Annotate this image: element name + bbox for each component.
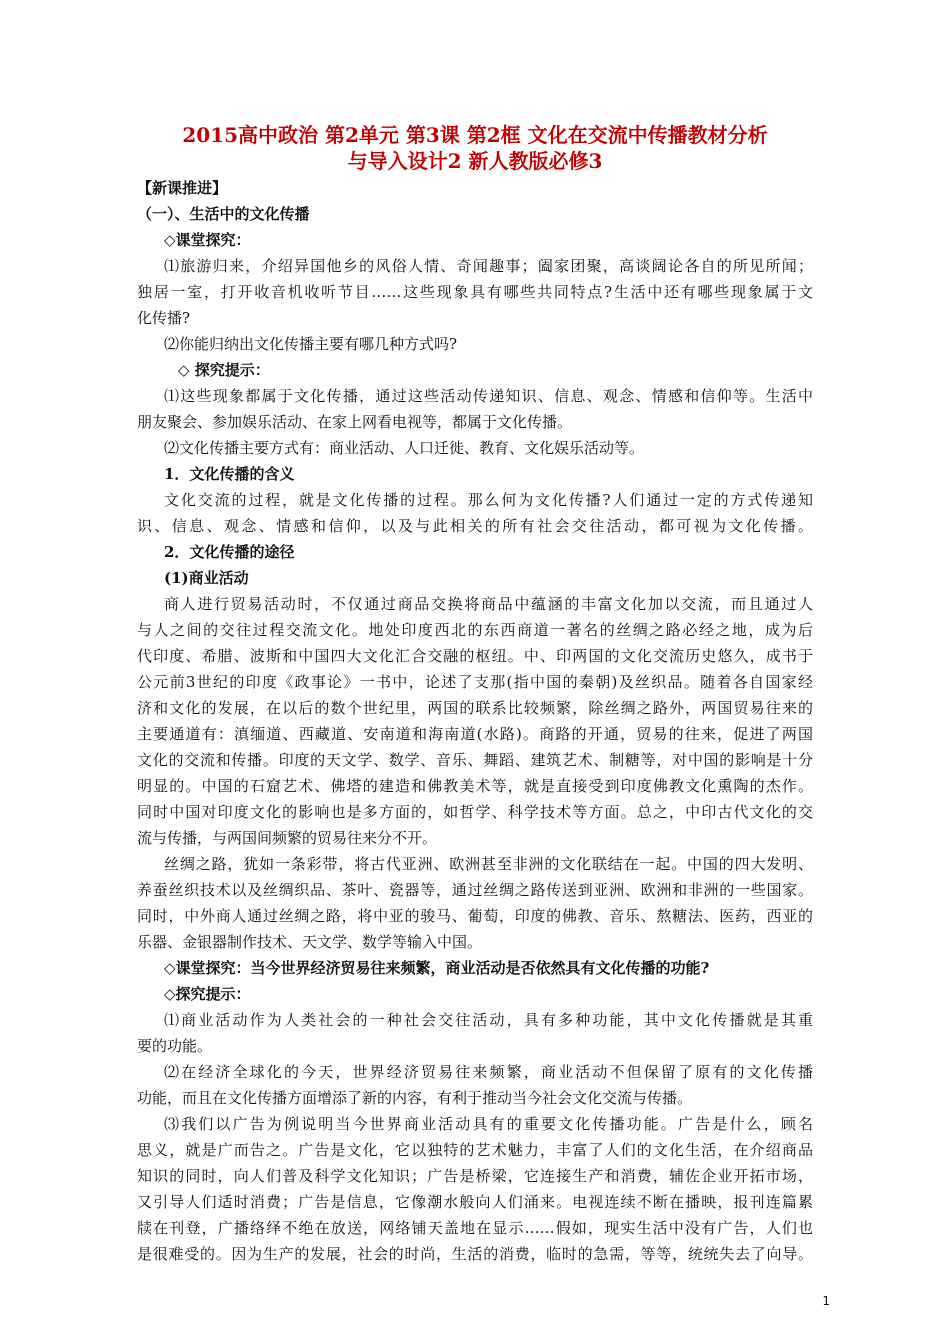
- document-title-line-1: 2015高中政治 第2单元 第3课 第2框 文化在交流中传播教材分析: [182, 123, 768, 147]
- text-line: ⑴商业活动作为人类社会的一种社会交往活动，具有多种功能，其中文化传播就是其重: [164, 1011, 813, 1029]
- text-line: ◇探究提示：: [164, 985, 251, 1003]
- text-line: 代印度、希腊、波斯和中国四大文化汇合交融的枢纽。中、印两国的文化交流历史悠久，成书于: [137, 647, 813, 665]
- text-line: 明显的。中国的石窟艺术、佛塔的建造和佛教美术等，就是直接受到印度佛教文化熏陶的杰作。: [137, 777, 813, 795]
- text-line: 牍在刊登，广播络绎不绝在放送，网络铺天盖地在显示……假如，现实生活中没有广告，人们也: [137, 1219, 813, 1237]
- text-line: 同时，中外商人通过丝绸之路，将中亚的骏马、葡萄，印度的佛教、音乐、熬糖法、医药，西亚的: [137, 907, 813, 925]
- text-line: 化传播?: [137, 309, 191, 327]
- text-line: 商人进行贸易活动时，不仅通过商品交换将商品中蕴涵的丰富文化加以交流，而且通过人: [164, 595, 813, 613]
- text-line: 与人之间的交往过程交流文化。地处印度西北的东西商道一著名的丝绸之路必经之地，成为后: [137, 621, 813, 639]
- text-line: 同时中国对印度文化的影响也是多方面的，如哲学、科学技术等方面。总之，中印古代文化的交: [137, 803, 813, 821]
- text-line: 识、信息、观念、情感和信仰，以及与此相关的所有社会交往活动，都可视为文化传播。: [137, 517, 813, 535]
- text-line: 丝绸之路，犹如一条彩带，将古代亚洲、欧洲甚至非洲的文化联结在一起。中国的四大发明、: [164, 855, 813, 873]
- text-line: (1)商业活动: [164, 569, 249, 587]
- text-line: ⑴这些现象都属于文化传播，通过这些活动传递知识、信息、观念、情感和信仰等。生活中: [164, 387, 813, 405]
- text-line: 独居一室，打开收音机收听节目……这些现象具有哪些共同特点?生活中还有哪些现象属于文: [137, 283, 813, 301]
- text-line: 公元前3世纪的印度《政事论》一书中，论述了支那(指中国的秦朝)及丝织品。随着各自国家经: [137, 673, 813, 691]
- text-line: 2．文化传播的途径: [164, 543, 295, 561]
- text-line: 文化交流的过程，就是文化传播的过程。那么何为文化传播?人们通过一定的方式传递知: [164, 491, 813, 509]
- text-line: 流与传播，与两国间频繁的贸易往来分不开。: [137, 829, 438, 847]
- text-line: 乐器、金银器制作技术、天文学、数学等输入中国。: [137, 933, 483, 951]
- text-line: ◇课堂探究：: [164, 231, 251, 249]
- text-line: ⑵文化传播主要方式有：商业活动、人口迁徙、教育、文化娱乐活动等。: [164, 439, 645, 457]
- text-line: ⑴旅游归来，介绍异国他乡的风俗人情、奇闻趣事；阖家团聚，高谈阔论各自的所见所闻；: [164, 257, 813, 275]
- text-line: 1．文化传播的含义: [164, 465, 295, 483]
- text-line: 文化的交流和传播。印度的天文学、数学、音乐、舞蹈、建筑艺术、制糖等，对中国的影响是十分: [137, 751, 813, 769]
- text-line: ◇课堂探究：当今世界经济贸易往来频繁，商业活动是否依然具有文化传播的功能?: [164, 959, 710, 977]
- text-line: 济和文化的发展，在以后的数个世纪里，两国的联系比较频繁，除丝绸之路外，两国贸易往来的: [137, 699, 813, 717]
- text-line: 朋友聚会、参加娱乐活动、在家上网看电视等，都属于文化传播。: [137, 413, 573, 431]
- text-line: 是很难受的。因为生产的发展，社会的时尚，生活的消费，临时的急需，等等，统统失去了向导。: [137, 1245, 813, 1263]
- text-line: 【新课推进】: [137, 179, 228, 197]
- text-line: ⑶我们以广告为例说明当今世界商业活动具有的重要文化传播功能。广告是什么，顾名: [164, 1115, 813, 1133]
- page-number: 1: [822, 1294, 830, 1308]
- text-line: 知识的同时，向人们普及科学文化知识；广告是桥梁，它连接生产和消费，辅佐企业开拓市场，: [137, 1167, 813, 1185]
- text-line: ⑵在经济全球化的今天，世界经济贸易往来频繁，商业活动不但保留了原有的文化传播: [164, 1063, 813, 1081]
- text-line: 功能，而且在文化传播方面增添了新的内容，有利于推动当今社会文化交流与传播。: [137, 1089, 693, 1107]
- text-line: ◇ 探究提示：: [178, 361, 270, 379]
- text-line: （一）、生活中的文化传播: [137, 205, 310, 223]
- text-line: 又引导人们适时消费；广告是信息，它像潮水般向人们涌来。电视连续不断在播映，报刊连篇累: [137, 1193, 813, 1211]
- text-line: 思义，就是广而告之。广告是文化，它以独特的艺术魅力，丰富了人们的文化生活，在介绍商品: [137, 1141, 813, 1159]
- text-line: ⑵你能归纳出文化传播主要有哪几种方式吗?: [164, 335, 458, 353]
- document-title-line-2: 与导入设计2 新人教版必修3: [347, 149, 603, 173]
- text-line: 主要通道有：滇缅道、西藏道、安南道和海南道(水路)。商路的开通，贸易的往来，促进了两国: [137, 725, 813, 743]
- text-line: 养蚕丝织技术以及丝绸织品、茶叶、瓷器等，通过丝绸之路传送到亚洲、欧洲和非洲的一些国家。: [137, 881, 813, 899]
- text-line: 要的功能。: [137, 1037, 213, 1055]
